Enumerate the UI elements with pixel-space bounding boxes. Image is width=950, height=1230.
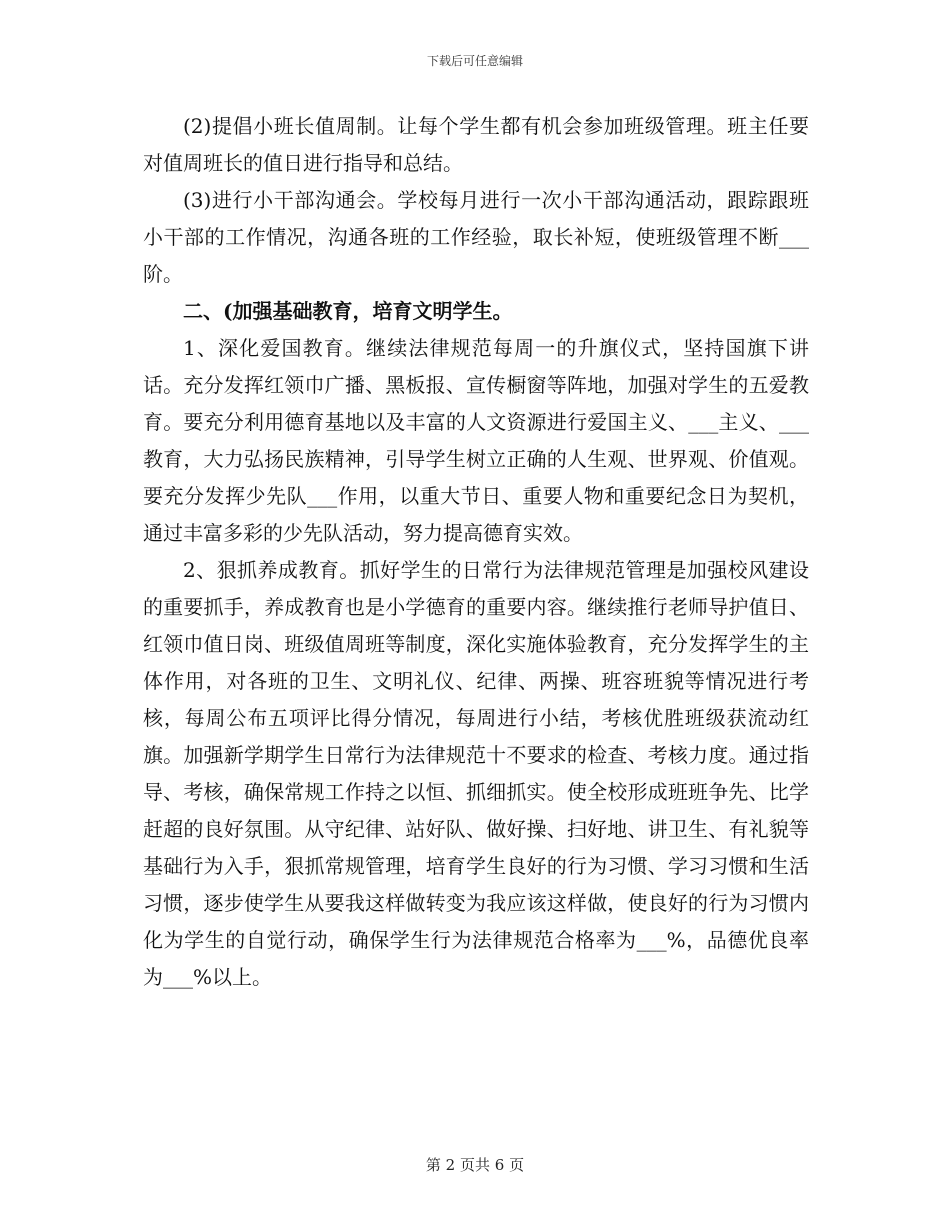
section-heading: 二、(加强基础教育，培育文明学生。: [183, 299, 513, 323]
paragraph-habit-education: 2、狠抓养成教育。抓好学生的日常行为法律规范管理是加强校风建设的重要抓手，养成教育也是小学德育的重要内容。继续推行老师导护值日、红领巾值日岗、班级值周班等制度，深化实施体验教育，充分发挥学生的主体作用，对各班的卫生、文明礼仪、纪律、两操、班容班貌等情况进行考核，每周公布五项评比得分情况，每周进行小结，考核优胜班级获流动红旗。加强新学期学生日常行为法律规范十不要求的检查、考核力度。通过指导、考核，确保常规工作持之以恒、抓细抓实。使全校形成班班争先、比学赶超的良好氛围。从守纪律、站好队、做好操、扫好地、讲卫生、有礼貌等基础行为入手，狠抓常规管理，培育学生良好的行为习惯、学习习惯和生活习惯，逐步使学生从要我这样做转变为我应该这样做，使良好的行为习惯内化为学生的自觉行动，确保学生行为法律规范合格率为___%，品德优良率为___%以上。: [143, 558, 809, 989]
page-header-note: 下载后可任意编辑: [426, 54, 523, 68]
paragraph-cadre-meeting: (3)进行小干部沟通会。学校每月进行一次小干部沟通活动，跟踪跟班小干部的工作情况，沟通各班的工作经验，取长补短，使班级管理不断___阶。: [143, 188, 809, 286]
document-body: [143, 108, 809, 996]
paragraph-class-leader-duty: (2)提倡小班长值周制。让每个学生都有机会参加班级管理。班主任要对值周班长的值日进行指导和总结。: [143, 114, 809, 175]
paragraph-patriotic-education: 1、深化爱国教育。继续法律规范每周一的升旗仪式，坚持国旗下讲话。充分发挥红领巾广播、黑板报、宣传橱窗等阵地，加强对学生的五爱教育。要充分利用德育基地以及丰富的人文资源进行爱国主义、___主义、___教育，大力弘扬民族精神，引导学生树立正确的人生观、世界观、价值观。要充分发挥少先队___作用，以重大节日、重要人物和重要纪念日为契机，通过丰富多彩的少先队活动，努力提高德育实效。: [143, 336, 809, 545]
page-number: 第 2 页共 6 页: [425, 1156, 525, 1174]
